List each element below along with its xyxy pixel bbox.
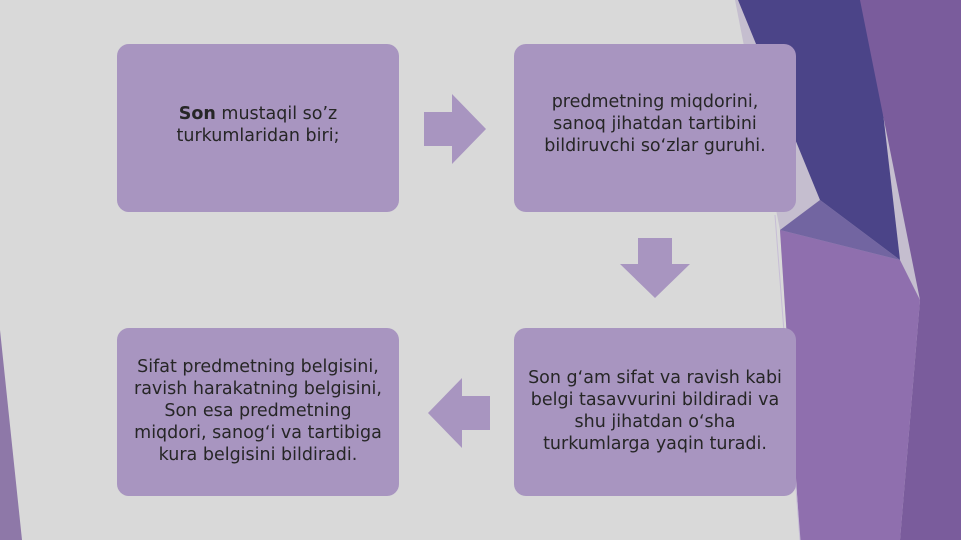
step-box-3 [514,328,796,496]
step-box-2 [514,44,796,212]
left-edge-facet [0,330,22,540]
step-1-text [131,104,385,148]
arrow-down-icon [620,238,690,298]
arrow-right-icon [424,94,486,164]
step-3-text: Son gʻam sifat va ravish kabi belgi tasavvurini bildiradi va shu jihatdan oʻsha turkumlarga yaqin turadi. [528,368,782,454]
arrow-left-icon [428,378,490,448]
step-4-text: Sifat predmetning belgisini, ravish harakatning belgisini, Son esa predmetning miqdori, sanogʻi va tartibiga kura belgisini bildiradi. [134,357,382,465]
step-1-body: mustaqil so’z turkumlaridan biri; [176,104,340,146]
step-2-text: predmetning miqdorini, sanoq jihatdan tartibini bildiruvchi soʻzlar guruhi. [544,92,766,156]
step-1-bold-term: Son [178,104,216,124]
step-box-4 [117,328,399,496]
right-facet-lower [780,230,920,540]
step-box-1 [117,44,399,212]
